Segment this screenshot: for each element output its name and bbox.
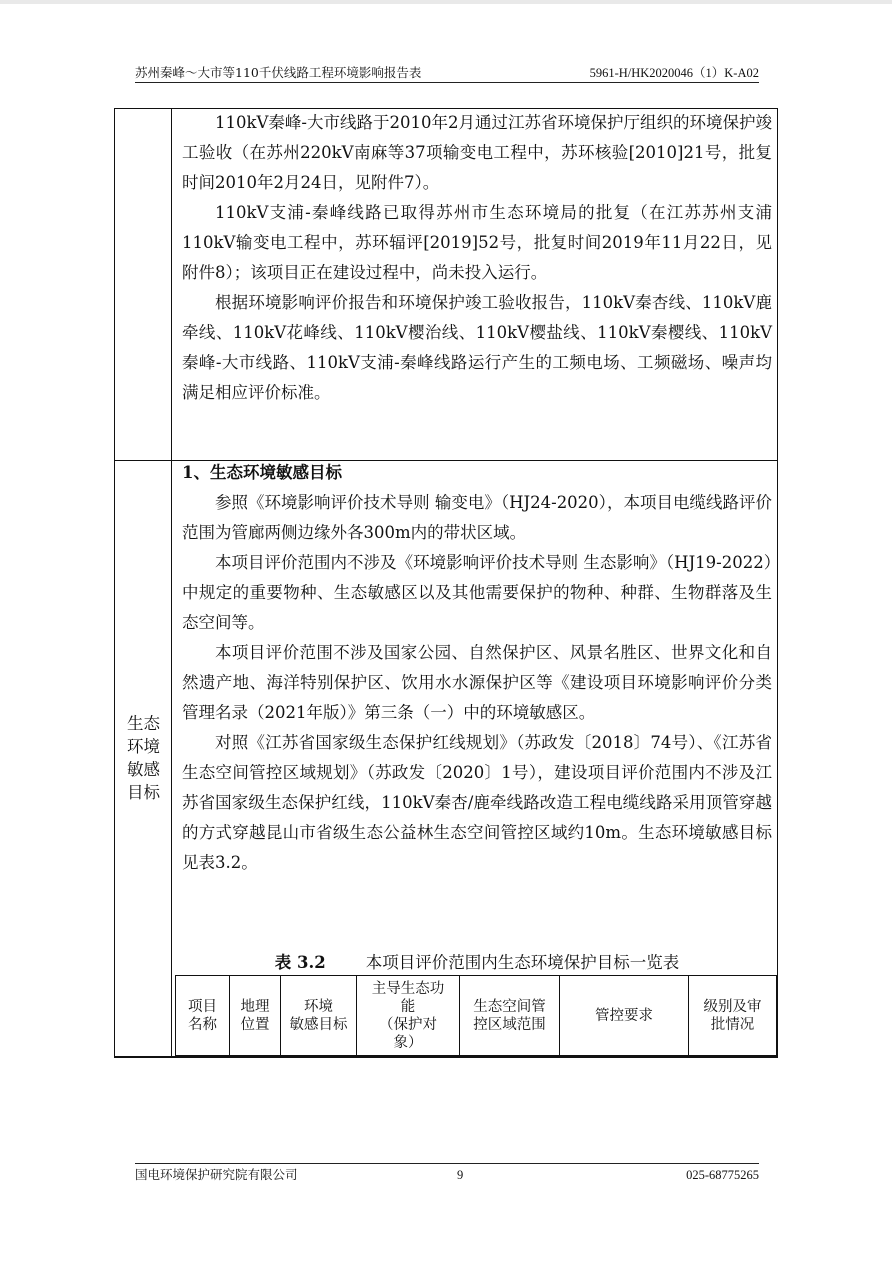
paragraph: 对照《江苏省国家级生态保护红线规划》（苏政发〔2018〕74号）、《江苏省生态空间管控区域规划》（苏政发〔2020〕1号），建设项目评价范围内不涉及江苏省国家级生态保护红线，110kV秦杏/鹿牵线路改造工程电缆线路采用顶管穿越的方式穿越昆山市省级生态公益林生态空间管控区域约10m。生态环境敏感目标见表3.2。 <box>182 733 772 872</box>
col-header-sensitive-target: 环境 敏感目标 <box>281 976 357 1056</box>
paragraph: 根据环境影响评价报告和环境保护竣工验收报告，110kV秦杏线、110kV鹿牵线、110kV花峰线、110kV樱治线、110kV樱盐线、110kV秦樱线、110kV秦峰-大市线路、110kV支浦-秦峰线路运行产生的工频电场、工频磁场、噪声均满足相应评价标准。 <box>182 293 772 402</box>
col-header-project-name: 项目 名称 <box>176 976 230 1056</box>
paragraph: 参照《环境影响评价技术导则 输变电》（HJ24-2020），本项目电缆线路评价范围为管廊两侧边缘外各300m内的带状区域。 <box>182 493 772 542</box>
col-header-control-requirements: 管控要求 <box>560 976 689 1056</box>
label-line: 生态 <box>127 714 160 733</box>
label-line: 敏感 <box>127 760 160 779</box>
eco-section-content <box>182 458 772 878</box>
table-caption <box>176 952 778 974</box>
paragraph: 本项目评价范围不涉及国家公园、自然保护区、风景名胜区、世界文化和自然遗产地、海洋特别保护区、饮用水水源保护区等《建设项目环境影响评价分类管理名录（2021年版）》第三条（一）中的环境敏感区。 <box>182 643 772 722</box>
col-header-location: 地理 位置 <box>230 976 281 1056</box>
top-edge-bar <box>0 0 892 4</box>
table-number: 表 3.2 <box>274 953 326 972</box>
footer-phone: 025-68775265 <box>686 1168 759 1182</box>
eco-targets-table <box>175 975 777 1056</box>
label-line: 环境 <box>127 737 160 756</box>
label-line: 目标 <box>127 783 160 802</box>
col-header-level-approval: 级别及审 批情况 <box>689 976 777 1056</box>
col-header-control-area: 生态空间管 控区域范围 <box>460 976 560 1056</box>
table-title: 本项目评价范围内生态环境保护目标一览表 <box>365 953 680 972</box>
paragraph: 110kV支浦-秦峰线路已取得苏州市生态环境局的批复（在江苏苏州支浦110kV输变电工程中，苏环辐评[2019]52号，批复时间2019年11月22日，见附件8）；该项目正在建设过程中，尚未投入运行。 <box>182 203 772 282</box>
paragraph: 110kV秦峰-大市线路于2010年2月通过江苏省环境保护厅组织的环境保护竣工验收（在苏州220kV南麻等37项输变电工程中，苏环核验[2010]21号，批复时间2010年2月24日，见附件7）。 <box>182 113 772 192</box>
page-number: 9 <box>457 1168 464 1182</box>
row-label-eco-sensitive-targets <box>116 712 171 804</box>
footer-organization: 国电环境保护研究院有限公司 <box>135 1167 298 1182</box>
paragraph: 本项目评价范围内不涉及《环境影响评价技术导则 生态影响》（HJ19-2022）中规定的重要物种、生态敏感区以及其他需要保护的物种、种群、生物群落及生态空间等。 <box>182 553 772 632</box>
col-header-eco-function: 主导生态功 能 （保护对 象） <box>357 976 460 1056</box>
page-header <box>135 64 759 83</box>
header-doc-number: 5961-H/HK2020046（1）K-A02 <box>589 66 759 80</box>
prev-section-content <box>182 108 772 408</box>
header-report-title: 苏州秦峰～大市等110千伏线路工程环境影响报告表 <box>135 65 422 80</box>
page-footer <box>135 1163 759 1184</box>
table-header-row <box>176 976 777 1056</box>
section-heading: 1、生态环境敏感目标 <box>182 463 342 482</box>
